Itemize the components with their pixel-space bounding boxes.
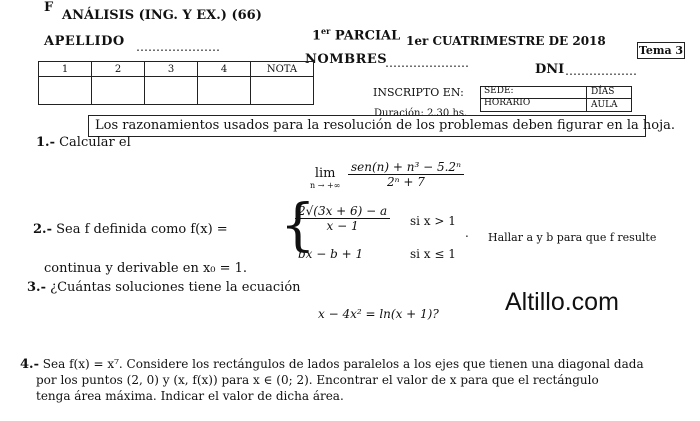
piecewise-brace: { xyxy=(280,193,316,258)
problem-3-number: 3.- xyxy=(27,280,46,295)
problem-3 xyxy=(27,280,301,295)
grade-cell[interactable] xyxy=(92,77,145,105)
horario-label: HORARIO xyxy=(484,98,531,108)
grade-header-2: 2 xyxy=(92,62,145,77)
apellido-field[interactable]: ………………… xyxy=(136,40,220,54)
nombres-field[interactable]: ………………… xyxy=(385,56,469,70)
grade-header-4: 4 xyxy=(198,62,251,77)
limit-denominator: 2ⁿ + 7 xyxy=(387,175,425,189)
watermark: Altillo.com xyxy=(505,288,619,316)
exam-word: PARCIAL xyxy=(334,28,401,44)
grade-header-3: 3 xyxy=(145,62,198,77)
problem-1-number: 1.- xyxy=(36,135,55,150)
sede-label: SEDE: xyxy=(484,86,514,96)
limit-operator xyxy=(310,166,340,190)
term: 1er CUATRIMESTRE DE 2018 xyxy=(406,34,606,48)
exam-number: 1 xyxy=(312,28,322,44)
grade-cell[interactable] xyxy=(198,77,251,105)
nombres-label: NOMBRES xyxy=(305,52,388,67)
notice-box xyxy=(88,115,676,137)
problem-2-period: . xyxy=(465,226,469,240)
limit-numerator: sen(n) + n³ − 5.2ⁿ xyxy=(348,160,464,175)
divider xyxy=(586,87,587,111)
course-title: ANÁLISIS (ING. Y EX.) (66) xyxy=(62,8,262,23)
problem-2 xyxy=(33,222,228,237)
corner-letter: F xyxy=(44,0,54,15)
case1-numerator: 2√(3x + 6) − a xyxy=(295,204,390,219)
grade-cell-nota[interactable] xyxy=(251,77,314,105)
grade-header-1: 1 xyxy=(39,62,92,77)
lim-subscript: n → +∞ xyxy=(310,181,341,190)
exam-superscript: er xyxy=(321,26,331,36)
dias-label: DÍAS xyxy=(591,87,615,97)
limit-fraction xyxy=(348,160,464,189)
problem-2-continuation: continua y derivable en x₀ = 1. xyxy=(44,261,248,276)
grade-header-nota: NOTA xyxy=(251,62,314,77)
problem-4-line-2: por los puntos (2, 0) y (x, f(x)) para x ∈ (0; 2). Encontrar el valor de x para que el rectángulo xyxy=(36,373,599,387)
problem-1 xyxy=(36,135,131,150)
grade-cell[interactable] xyxy=(39,77,92,105)
inscripto-label: INSCRIPTO EN: xyxy=(373,86,464,99)
aula-label: AULA xyxy=(591,100,618,110)
dni-field[interactable]: ……………… xyxy=(565,64,637,78)
case2-condition: si x ≤ 1 xyxy=(410,247,456,261)
problem-4-number: 4.- xyxy=(20,357,39,372)
problem-4-text-1: Sea f(x) = x⁷. Considere los rectángulos de lados paralelos a los ejes que tienen una diagonal dada xyxy=(42,357,644,371)
lim-word: lim xyxy=(314,166,336,181)
tema-box xyxy=(637,42,685,59)
case2-expression: bx − b + 1 xyxy=(298,247,364,261)
apellido-label: APELLIDO xyxy=(44,34,125,49)
problem-2-intro: Sea f definida como f(x) = xyxy=(56,222,228,237)
notice-text: Los razonamientos usados para la resolución de los problemas deben figurar en la hoja. xyxy=(95,118,676,133)
dni-label: DNI xyxy=(535,62,565,77)
problem-4-line-3: tenga área máxima. Indicar el valor de dicha área. xyxy=(36,389,344,403)
case1-condition: si x > 1 xyxy=(410,214,456,228)
case1-fraction xyxy=(295,204,390,233)
problem-2-number: 2.- xyxy=(33,222,52,237)
problem-4-line-1 xyxy=(20,357,644,372)
grade-cell[interactable] xyxy=(145,77,198,105)
grades-table xyxy=(38,61,314,105)
exam-title xyxy=(312,26,400,43)
tema-label: Tema 3 xyxy=(638,44,684,57)
problem-2-task: Hallar a y b para que f resulte xyxy=(488,231,657,244)
inscripto-box xyxy=(480,86,632,112)
problem-1-text: Calcular el xyxy=(59,135,131,150)
case1-denominator: x − 1 xyxy=(326,219,359,233)
problem-3-text: ¿Cuántas soluciones tiene la ecuación xyxy=(50,280,301,295)
duracion: Duración: 2.30 hs. xyxy=(374,108,468,119)
problem-3-equation: x − 4x² = ln(x + 1)? xyxy=(318,307,439,321)
